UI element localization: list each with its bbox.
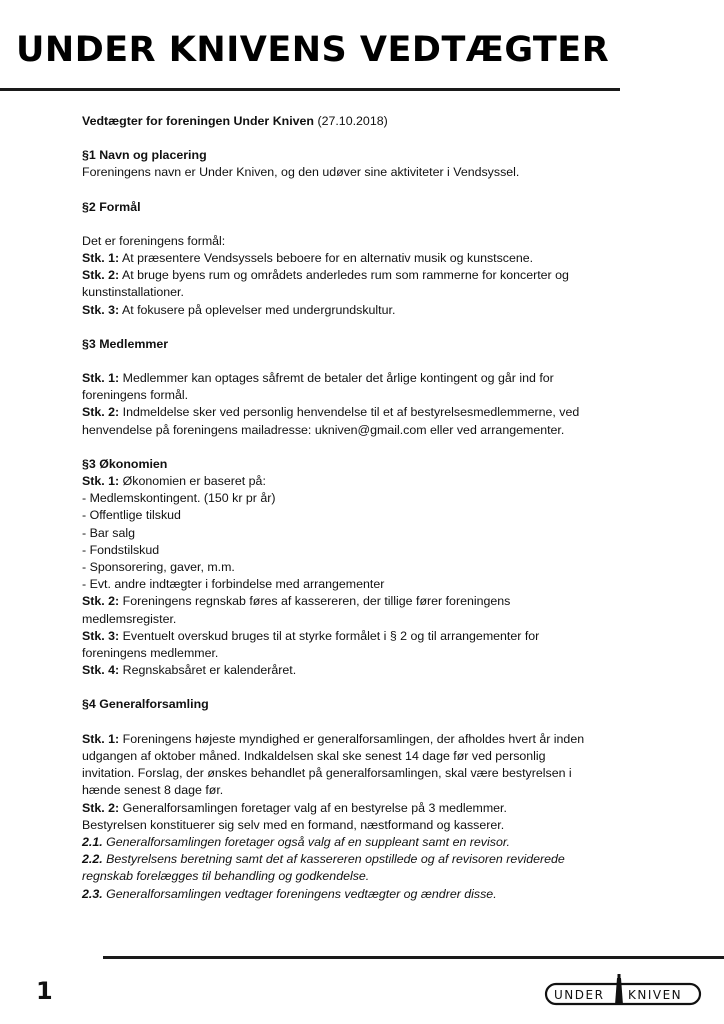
- section-2-stk1: Stk. 1: At præsentere Vendsyssels beboere for en alternativ musik og kunstscene.: [82, 251, 534, 266]
- section-3-stk1: Stk. 1: Medlemmer kan optages såfremt de betaler det årlige kontingent og går ind for: [82, 371, 554, 386]
- section-4-p21: 2.1. Generalforsamlingen foretager også valg af en suppleant samt en revisor.: [82, 834, 510, 849]
- section-economy-stk3: Stk. 3: Eventuelt overskud bruges til at styrke formålet i § 2 og til arrangementer for: [82, 628, 540, 643]
- section-4-heading: §4 Generalforsamling: [82, 697, 209, 712]
- list-item: - Evt. andre indtægter i forbindelse med arrangementer: [82, 577, 385, 592]
- section-economy-stk2-cont: medlemsregister.: [82, 611, 177, 626]
- document-body: [82, 113, 642, 903]
- list-item: - Offentlige tilskud: [82, 508, 181, 523]
- section-3-heading: §3 Medlemmer: [82, 336, 169, 351]
- section-4-stk1-cont: udgangen af oktober måned. Indkaldelsen skal ske senest 14 dage før ved personlig: [82, 748, 546, 763]
- section-3-stk1-cont: foreningens formål.: [82, 388, 189, 403]
- section-2-stk3: Stk. 3: At fokusere på oplevelser med undergrundskultur.: [82, 302, 396, 317]
- section-4-stk1-cont: hænde senest 8 dage før.: [82, 783, 224, 798]
- list-item: - Medlemskontingent. (150 kr pr år): [82, 491, 276, 506]
- section-economy-stk2: Stk. 2: Foreningens regnskab føres af kassereren, der tillige fører foreningens: [82, 594, 511, 609]
- svg-text:KNIVEN: KNIVEN: [628, 988, 683, 1002]
- page-number: 1: [36, 977, 53, 1005]
- section-economy-stk1: Stk. 1: Økonomien er baseret på:: [82, 474, 266, 489]
- intro-title: Vedtægter for foreningen Under Kniven: [82, 114, 315, 128]
- section-4-p23: 2.3. Generalforsamlingen vedtager foreningens vedtægter og ændrer disse.: [82, 886, 497, 901]
- under-kniven-logo: [544, 974, 709, 1010]
- section-3-stk2-cont: henvendelse på foreningens mailadresse: ukniven@gmail.com eller ved arrangementer.: [82, 422, 565, 437]
- section-4-p22-cont: regnskab forelægges til behandling og godkendelse.: [82, 869, 370, 884]
- section-1-heading: §1 Navn og placering: [82, 148, 207, 163]
- svg-text:UNDER: UNDER: [554, 988, 605, 1002]
- section-4-stk2: Stk. 2: Generalforsamlingen foretager valg af en bestyrelse på 3 medlemmer.: [82, 800, 507, 815]
- section-economy-stk4: Stk. 4: Regnskabsåret er kalenderåret.: [82, 663, 297, 678]
- section-economy-stk3-cont: foreningens medlemmer.: [82, 646, 219, 661]
- footer-rule: [103, 956, 724, 959]
- list-item: - Fondstilskud: [82, 542, 160, 557]
- section-2-lead: Det er foreningens formål:: [82, 233, 226, 248]
- list-item: - Sponsorering, gaver, m.m.: [82, 560, 235, 575]
- section-4-stk1: Stk. 1: Foreningens højeste myndighed er generalforsamlingen, der afholdes hvert år inden: [82, 731, 585, 746]
- intro-line: [82, 113, 642, 130]
- section-1-text: Foreningens navn er Under Kniven, og den udøver sine aktiviteter i Vendsyssel.: [82, 165, 520, 180]
- section-2-stk2: Stk. 2: At bruge byens rum og områdets anderledes rum som rammerne for koncerter og: [82, 268, 569, 283]
- section-2-stk2-cont: kunstinstallationer.: [82, 285, 184, 300]
- intro-date: (27.10.2018): [314, 114, 388, 128]
- section-4-stk1-cont: invitation. Forslag, der ønskes behandlet på generalforsamlingen, skal være bestyrelsen i: [82, 766, 572, 781]
- section-3-stk2: Stk. 2: Indmeldelse sker ved personlig henvendelse til et af bestyrelsesmedlemmerne, ved: [82, 405, 580, 420]
- header-rule: [0, 88, 620, 91]
- knife-icon: [615, 978, 623, 1005]
- page-title: UNDER KNIVENS VEDTÆGTER: [16, 30, 610, 70]
- section-economy-heading: §3 Økonomien: [82, 456, 168, 471]
- list-item: - Bar salg: [82, 525, 136, 540]
- section-2-heading: §2 Formål: [82, 199, 141, 214]
- section-4-p22: 2.2. Bestyrelsens beretning samt det af kassereren opstillede og af revisoren reviderede: [82, 852, 565, 867]
- section-4-stk2-cont: Bestyrelsen konstituerer sig selv med en formand, næstformand og kasserer.: [82, 817, 505, 832]
